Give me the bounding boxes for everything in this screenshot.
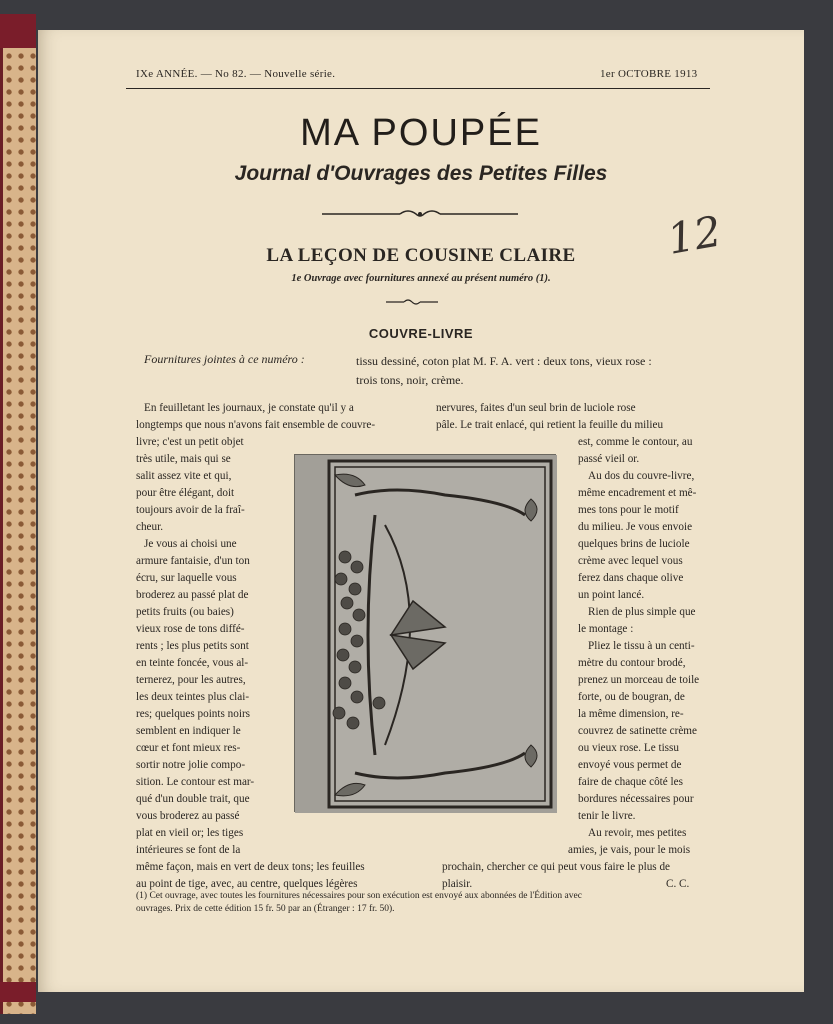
article-heading: LA LEÇON DE COUSINE CLAIRE: [266, 245, 576, 266]
col1-line: même façon, mais en vert de deux tons; les feuilles: [136, 861, 365, 873]
col1-line: toujours avoir de la fraî-: [136, 504, 245, 516]
col2-line: ferez dans chaque olive: [578, 572, 684, 584]
col1-line: sortir notre jolie compo-: [136, 759, 246, 771]
col2-line: du milieu. Je vous envoie: [578, 521, 693, 533]
supplies-line-2: trois tons, noir, crème.: [356, 373, 464, 387]
footnote-line-2: ouvrages. Prix de cette édition 15 fr. 50 par an (Étranger : 17 fr. 50).: [136, 904, 395, 914]
col2-line: faire de chaque côté les: [578, 776, 683, 788]
col1-line: salit assez vite et qui,: [136, 470, 232, 482]
col2-line: pâle. Le trait enlacé, qui retient la feuille du milieu: [436, 419, 664, 431]
col1-line: En feuilletant les journaux, je constate qu'il y a: [144, 402, 354, 414]
col2-line: prenez un morceau de toile: [578, 674, 700, 686]
col2-line: la même dimension, re-: [578, 708, 684, 720]
supplies-label: Fournitures jointes à ce numéro :: [144, 352, 305, 366]
col1-line: cheur.: [136, 521, 164, 533]
col1-line: au point de tige, avec, au centre, quelques légères: [136, 878, 358, 890]
col2-line: Rien de plus simple que: [588, 606, 696, 618]
col2-line: même encadrement et mê-: [578, 487, 697, 499]
col1-line: longtemps que nous n'avons fait ensemble de couvre-: [136, 419, 376, 431]
col1-line: qué d'un double trait, que: [136, 793, 250, 805]
journal-subtitle: Journal d'Ouvrages des Petites Filles: [234, 162, 608, 185]
supplies-line-1: tissu dessiné, coton plat M. F. A. vert : deux tons, vieux rose :: [356, 354, 652, 368]
col1-line: res; quelques points noirs: [136, 708, 251, 720]
spine-binding-bottom: [0, 982, 36, 1002]
col1-line: rents ; les plus petits sont: [136, 640, 249, 652]
handwritten-number: 12: [663, 206, 725, 264]
journal-title: MA POUPÉE: [300, 112, 542, 154]
col2-line: envoyé vous permet de: [578, 759, 682, 771]
ornament-divider-icon: [322, 208, 518, 220]
col2-line: Au dos du couvre-livre,: [588, 470, 695, 482]
col1-line: armure fantaisie, d'un ton: [136, 555, 250, 567]
col2-line: nervures, faites d'un seul brin de luciole rose: [436, 402, 636, 414]
col2-line: mètre du contour brodé,: [578, 657, 686, 669]
col1-line: vous broderez au passé: [136, 810, 240, 822]
issue-info: IXe ANNÉE. — No 82. — Nouvelle série.: [136, 68, 336, 80]
col2-line: crème avec lequel vous: [578, 555, 683, 567]
col1-line: les deux teintes plus clai-: [136, 691, 250, 703]
footnote-line-1: (1) Cet ouvrage, avec toutes les fournitures nécessaires pour son exécution est envoyé aux abonnées de l'Édition avec: [136, 891, 582, 901]
col2-line: le montage :: [578, 623, 634, 635]
book-cover-design-icon: [295, 455, 557, 813]
col2-line: amies, je vais, pour le mois: [568, 844, 691, 856]
col1-line: broderez au passé plat de: [136, 589, 249, 601]
header-rule: [126, 88, 710, 89]
col1-line: livre; c'est un petit objet: [136, 436, 244, 448]
col2-line: plaisir.: [442, 878, 473, 890]
footnote: [136, 890, 718, 916]
supplies-text: [356, 352, 706, 390]
col1-line: ternerez, pour les autres,: [136, 674, 246, 686]
col1-line: en teinte foncée, vous al-: [136, 657, 249, 669]
col2-line: passé vieil or.: [578, 453, 640, 465]
col2-line: est, comme le contour, au: [578, 436, 693, 448]
col2-line: forte, ou de bougran, de: [578, 691, 685, 703]
author-signature: C. C.: [666, 878, 690, 890]
col2-line: mes tons pour le motif: [578, 504, 679, 516]
col2-line: tenir le livre.: [578, 810, 636, 822]
col1-line: sition. Le contour est mar-: [136, 776, 255, 788]
article-subheading: 1e Ouvrage avec fournitures annexé au présent numéro (1).: [291, 273, 551, 284]
col2-line: quelques brins de luciole: [578, 538, 690, 550]
col2-line: bordures nécessaires pour: [578, 793, 694, 805]
col1-line: intérieures se font de la: [136, 844, 241, 856]
col1-line: très utile, mais qui se: [136, 453, 231, 465]
col1-line: pour être élégant, doit: [136, 487, 235, 499]
journal-page: [38, 30, 804, 992]
col1-line: petits fruits (ou baies): [136, 606, 234, 618]
col1-line: plat en vieil or; les tiges: [136, 827, 244, 839]
col1-line: semblent en indiquer le: [136, 725, 241, 737]
embroidery-illustration: [294, 454, 556, 812]
col2-line: Pliez le tissu à un centi-: [588, 640, 695, 652]
col2-line: couvrez de satinette crème: [578, 725, 697, 737]
col2-line: un point lancé.: [578, 589, 645, 601]
book-spine: [0, 14, 36, 1014]
col1-line: cœur et font mieux res-: [136, 742, 241, 754]
col2-line: prochain, chercher ce qui peut vous faire le plus de: [442, 861, 671, 873]
spine-binding-top: [0, 14, 36, 48]
small-ornament-icon: [386, 298, 438, 306]
issue-date: 1er OCTOBRE 1913: [600, 68, 698, 80]
col2-line: Au revoir, mes petites: [588, 827, 687, 839]
section-heading: COUVRE-LIVRE: [368, 326, 474, 341]
col2-line: ou vieux rose. Le tissu: [578, 742, 679, 754]
col1-line: écru, sur laquelle vous: [136, 572, 237, 584]
col1-line: vieux rose de tons diffé-: [136, 623, 245, 635]
col1-line: Je vous ai choisi une: [144, 538, 237, 550]
